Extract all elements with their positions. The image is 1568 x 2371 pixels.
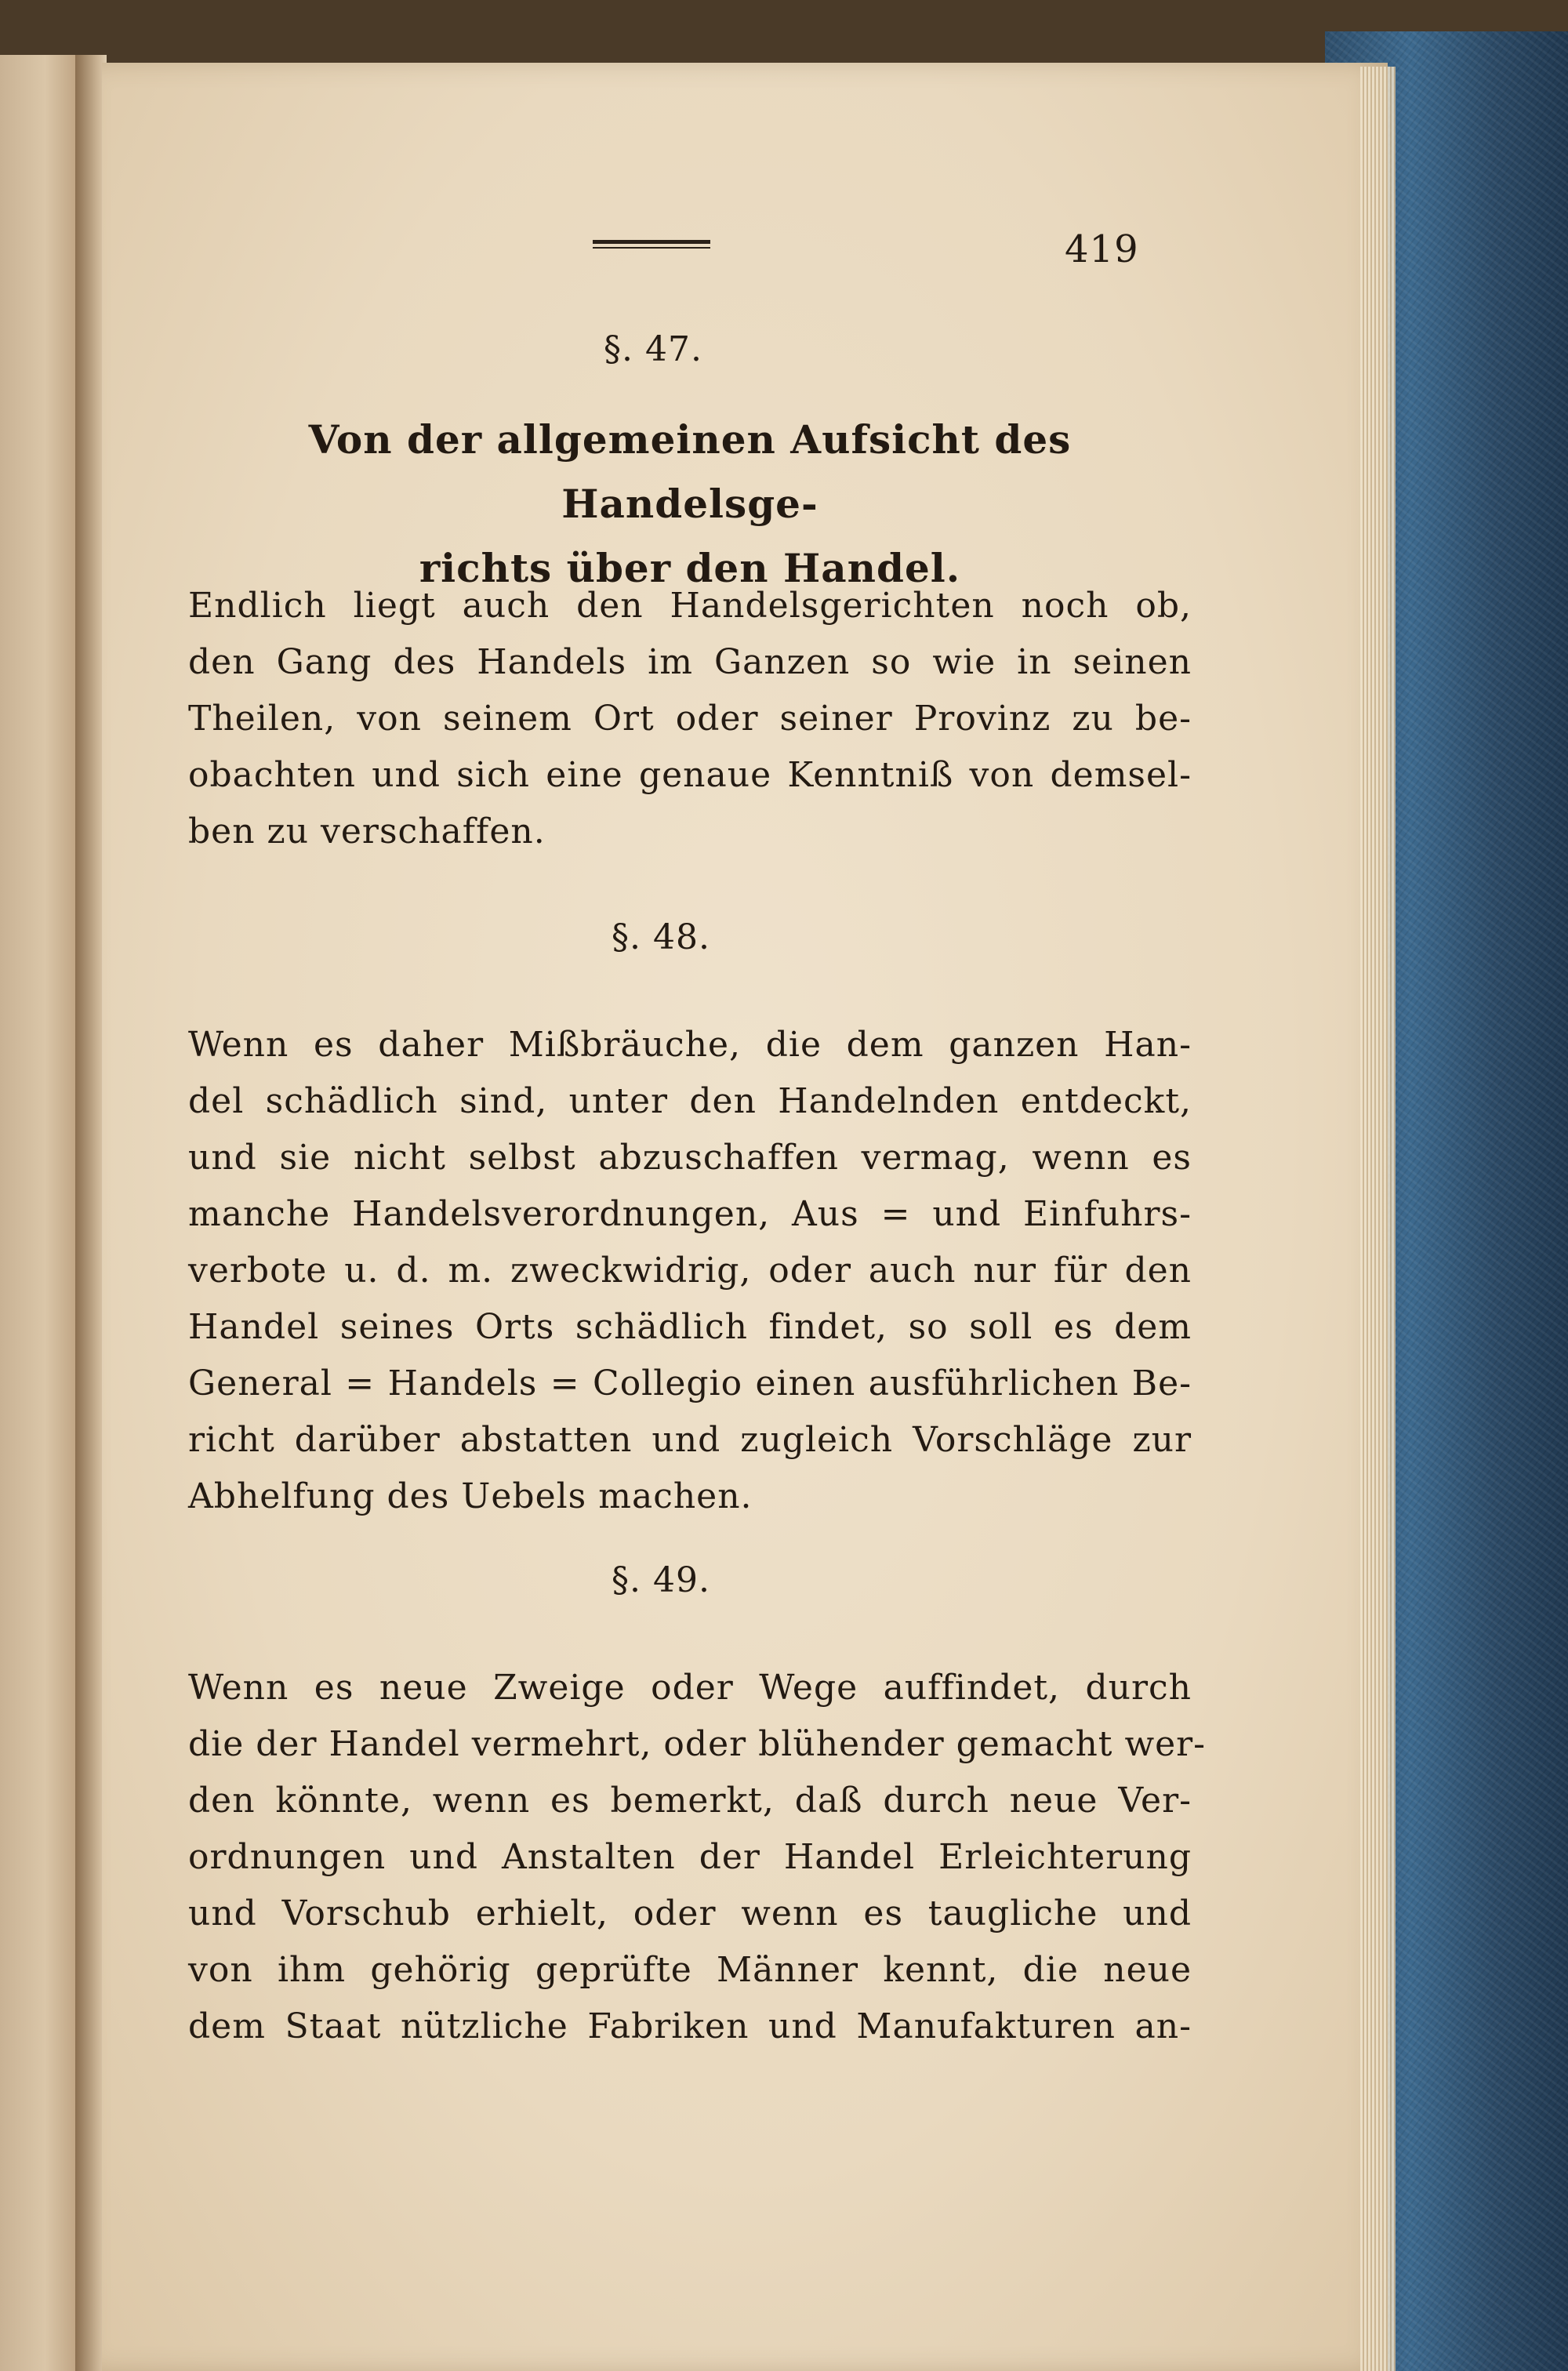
- text-line: Handel seines Orts schädlich findet, so soll es dem: [188, 1307, 1192, 1347]
- heading-line: Von der allgemeinen Aufsicht des Handelsge-: [308, 416, 1072, 527]
- text-line: verbote u. d. m. zweckwidrig, oder auch nur für den: [188, 1251, 1192, 1291]
- section-47-paragraph: [188, 578, 1192, 860]
- text-line: den könnte, wenn es bemerkt, daß durch neue Ver-: [188, 1781, 1192, 1821]
- page-number: 419: [1065, 227, 1139, 271]
- text-line: die der Handel vermehrt, oder blühender gemacht wer-: [188, 1724, 1207, 1764]
- heading-line: richts über den Handel.: [419, 545, 961, 591]
- text-line: ordnungen und Anstalten der Handel Erleichterung: [188, 1837, 1192, 1877]
- section-49-paragraph: [188, 1660, 1207, 2055]
- left-page: [0, 55, 77, 2371]
- header-rule: [593, 240, 710, 249]
- text-line: und sie nicht selbst abzuschaffen vermag, wenn es: [188, 1138, 1192, 1178]
- text-line: Abhelfung des Uebels machen.: [188, 1476, 753, 1516]
- text-line: dem Staat nützliche Fabriken und Manufakturen an-: [188, 2006, 1192, 2046]
- text-line: ben zu verschaffen.: [188, 812, 546, 851]
- text-line: del schädlich sind, unter den Handelnden entdeckt,: [188, 1081, 1192, 1121]
- text-line: richt darüber abstatten und zugleich Vorschläge zur: [188, 1420, 1192, 1460]
- text-line: obachten und sich eine genaue Kenntniß von demsel-: [188, 755, 1192, 795]
- section-47-symbol: §. 47.: [604, 329, 702, 369]
- section-49-symbol: §. 49.: [612, 1560, 710, 1600]
- text-line: Wenn es neue Zweige oder Wege auffindet, durch: [188, 1668, 1192, 1708]
- text-line: Wenn es daher Mißbräuche, die dem ganzen Han-: [188, 1025, 1192, 1065]
- text-line: und Vorschub erhielt, oder wenn es taugliche und: [188, 1894, 1192, 1933]
- section-48-paragraph: [188, 1017, 1192, 1525]
- text-line: von ihm gehörig geprüfte Männer kennt, die neue: [188, 1950, 1192, 1990]
- section-48-symbol: §. 48.: [612, 917, 710, 957]
- text-line: manche Handelsverordnungen, Aus = und Einfuhrs-: [188, 1194, 1192, 1234]
- text-line: Endlich liegt auch den Handelsgerichten noch ob,: [188, 586, 1192, 626]
- text-line: den Gang des Handels im Ganzen so wie in seinen: [188, 642, 1192, 682]
- text-line: Theilen, von seinem Ort oder seiner Provinz zu be-: [188, 699, 1192, 739]
- section-47-heading: [196, 408, 1184, 601]
- text-line: General = Handels = Collegio einen ausführlichen Be-: [188, 1363, 1192, 1403]
- page-edges: [1360, 67, 1396, 2371]
